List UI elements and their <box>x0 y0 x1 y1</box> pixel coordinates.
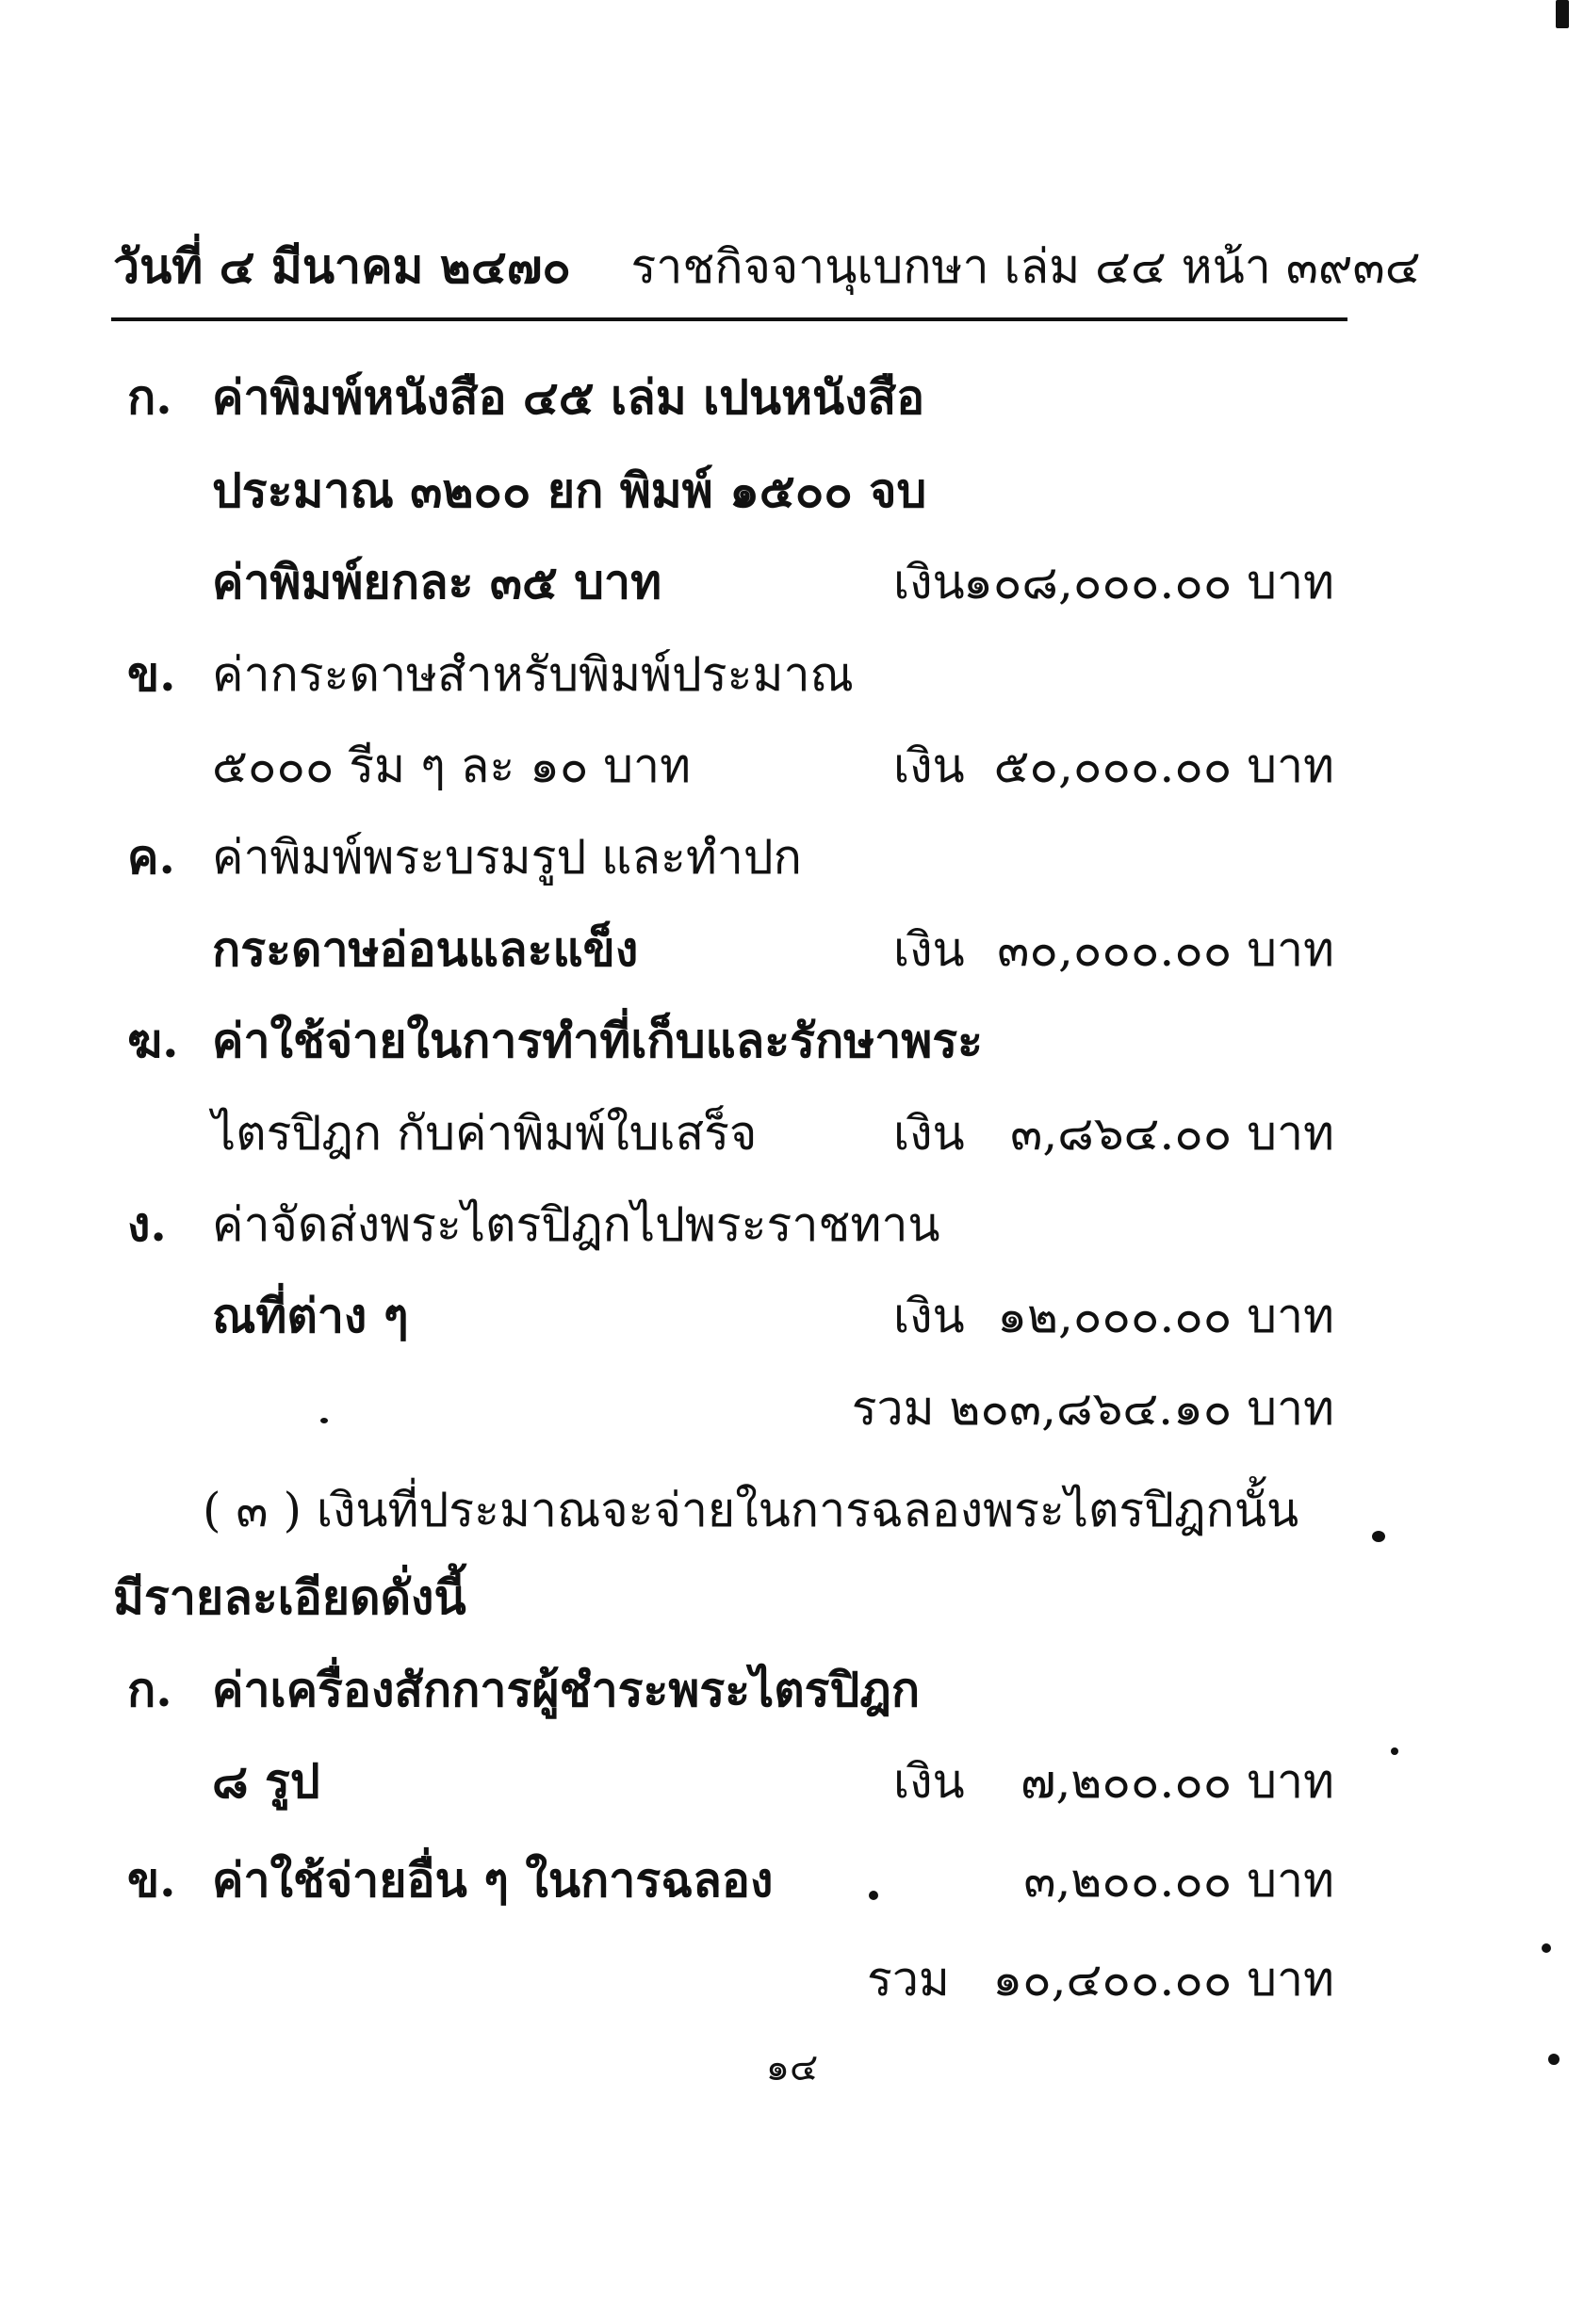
item-marker: ง. <box>127 1196 167 1252</box>
item-ka-line1 <box>0 364 1584 431</box>
money-label: เงิน <box>893 1754 965 1809</box>
item-marker: ฆ. <box>127 1013 179 1068</box>
item-marker: ข. <box>127 646 176 702</box>
money-label: เงิน <box>893 739 965 793</box>
item-text: ประมาณ ๓๒๐๐ ยก พิมพ์ ๑๕๐๐ จบ <box>212 463 927 518</box>
page-number: ๑๔ <box>765 2046 819 2089</box>
money-label: เงิน <box>893 555 965 609</box>
item-marker: ข. <box>127 1852 176 1908</box>
header-publication: ราชกิจจานุเบกษา เล่ม ๔๔ หน้า ๓๙๓๔ <box>630 239 1421 294</box>
header-date: วันที่ ๔ มีนาคม ๒๔๗๐ <box>113 238 571 294</box>
item-kho-khwai-line1 <box>0 823 1584 891</box>
scan-speck <box>1542 1943 1551 1953</box>
item-text: ค่าพิมพ์พระบรมรูป และทำปก <box>212 830 802 885</box>
item-text: ๘ รูป <box>212 1753 320 1809</box>
item-kho-rakhang-line2 <box>0 1099 1584 1167</box>
item-text: ค่าใช้จ่ายอื่น ๆ ในการฉลอง <box>212 1852 774 1908</box>
item-text: ค่าเครื่องสักการผู้ชำระพระไตรปิฎก <box>212 1662 921 1717</box>
scan-speck <box>1556 0 1569 28</box>
item-marker: ก. <box>127 369 172 425</box>
item-text: ค่าใช้จ่ายในการทำที่เก็บและรักษาพระ <box>212 1013 983 1068</box>
scan-speck <box>1548 2054 1560 2065</box>
header-rule <box>111 317 1347 321</box>
item-text: กระดาษอ่อนและแข็ง <box>212 921 639 977</box>
item-amount: ๓๐,๐๐๐.๐๐ บาท <box>997 922 1334 977</box>
section-three-total-line <box>0 1945 1584 2013</box>
item-amount: ๕๐,๐๐๐.๐๐ บาท <box>993 739 1334 793</box>
item-marker: ค. <box>127 829 175 885</box>
scan-speck <box>320 1418 328 1423</box>
total-label: รวม <box>867 1952 950 2007</box>
item-kho-line2 <box>0 732 1584 800</box>
item-amount: ๓,๘๖๔.๐๐ บาท <box>1010 1106 1334 1161</box>
section-two-total: รวม ๒๐๓,๘๖๔.๑๐ บาท <box>851 1381 1334 1436</box>
item-kho-line1 <box>0 641 1584 708</box>
item-kho-khwai-line2 <box>0 916 1584 983</box>
item-amount: ๓,๒๐๐.๐๐ บาท <box>1023 1853 1334 1908</box>
item-ngo-line2 <box>0 1282 1584 1350</box>
item-kho-rakhang-line1 <box>0 1007 1584 1075</box>
money-label: เงิน <box>893 1289 965 1343</box>
header-spacer <box>586 239 616 294</box>
scan-speck <box>869 1891 878 1900</box>
section-three-intro: ( ๓ ) เงินที่ประมาณจะจ่ายในการฉลองพระไตรปิฎกนั้น <box>203 1483 1299 1537</box>
section-two-total-line <box>0 1374 1584 1442</box>
item-ngo-line1 <box>0 1191 1584 1259</box>
section-three-total: ๑๐,๔๐๐.๐๐ บาท <box>992 1952 1334 2007</box>
item-text: ค่าจัดส่งพระไตรปิฎกไปพระราชทาน <box>212 1197 940 1252</box>
item-amount: ๗,๒๐๐.๐๐ บาท <box>1020 1754 1334 1809</box>
item-text: ค่ากระดาษสำหรับพิมพ์ประมาณ <box>212 647 854 702</box>
item-ka-line2 <box>0 457 1584 525</box>
scan-speck <box>1391 1747 1398 1755</box>
section-three-intro-cont: มีรายละเอียดดั่งนี้ <box>113 1569 466 1625</box>
s3-item-ka-line1 <box>0 1656 1584 1724</box>
item-ka-line3 <box>0 548 1584 616</box>
item-marker: ก. <box>127 1662 172 1717</box>
item-text: ๕๐๐๐ รีม ๆ ละ ๑๐ บาท <box>212 739 692 793</box>
item-text: ณที่ต่าง ๆ <box>212 1288 409 1343</box>
section-three-intro-line1 <box>0 1476 1584 1544</box>
s3-item-kho-line1 <box>0 1846 1584 1914</box>
item-amount: ๑๐๘,๐๐๐.๐๐ บาท <box>963 555 1334 609</box>
item-text: ค่าพิมพ์ยกละ ๓๕ บาท <box>212 554 662 609</box>
money-label: เงิน <box>893 922 965 977</box>
item-text: ไตรปิฎก กับค่าพิมพ์ใบเสร็จ <box>212 1106 758 1161</box>
section-three-intro-line2 <box>0 1564 1584 1632</box>
scan-speck <box>1372 1531 1385 1542</box>
s3-item-ka-line2 <box>0 1747 1584 1815</box>
item-text: ค่าพิมพ์หนังสือ ๔๕ เล่ม เปนหนังสือ <box>212 369 925 425</box>
item-amount: ๑๒,๐๐๐.๐๐ บาท <box>997 1289 1334 1343</box>
money-label: เงิน <box>893 1106 965 1161</box>
page-header <box>113 234 1421 300</box>
